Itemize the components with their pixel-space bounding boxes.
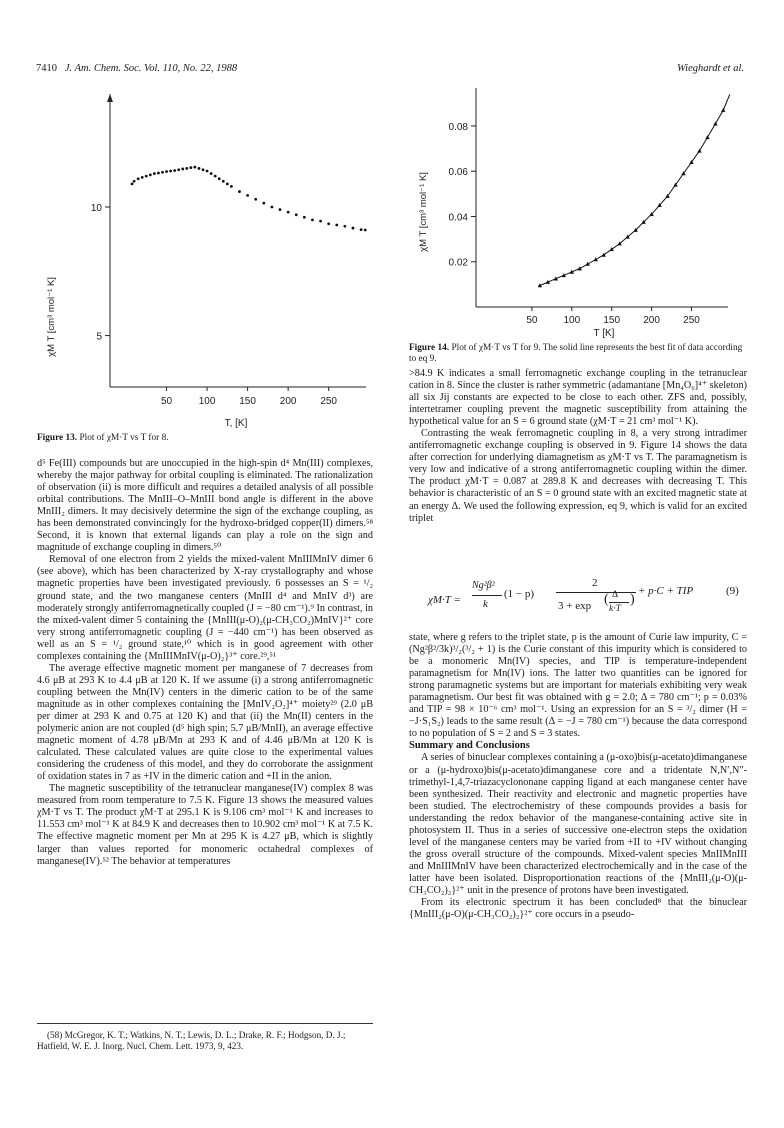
eq-middle: (1 − p) bbox=[504, 588, 535, 600]
fig13-data-point bbox=[173, 169, 176, 172]
section-heading: Summary and Conclusions bbox=[409, 740, 530, 752]
fig13-data-point bbox=[210, 172, 213, 175]
left-para-3: The average effective magnetic moment per manganese of 7 decreases from 4.6 μB at 293 K to 4.4 μB at 120 K. If we assume (i) a strong antiferromagnetic coupling between the Mn(IV) centers in the dimeric cation to be of the same magnitude as in other complexes containing the [MnIV₂O₂]⁴⁺ moiety²⁹ (2.0 μB per dimer at 293 K and 0.75 at 120 K) and that (ii) the Mn(II) centers in the polymeric anion are not coupled (d⁵ high spin; 5.7 μB/MnII), an average effective magnetic moment of 4.78 μB/Mn at 293 K and of 4.46 μB/Mn at 120 K is calculated. These calculated values are quite close to the experimental values considering the crudeness of this model, and they do corroborate the assignment of oxidation states in 7 as +IV in the dimeric cation and +II in the anion. bbox=[37, 662, 373, 783]
figure-14-caption-label: Figure 14. bbox=[409, 343, 450, 353]
fig14-xtick-label: 50 bbox=[526, 315, 538, 326]
right-para-5: From its electronic spectrum it has been concluded⁸ that the binuclear {MnIII₂(μ-O)(μ-CH₃CO₂)₂}²⁺ core occurs in a pseudo- bbox=[409, 897, 747, 921]
eq-kt: k·T bbox=[609, 604, 621, 614]
left-para-2: Removal of one electron from 2 yields the mixed-valent MnIIIMnIV dimer 6 (see above), which has been characterized by X-ray crystallography and whose magnetic properties have been investigated previously. 6 possesses an S = ¹/₂ ground state, and the two manganese centers (MnIII d⁴ and MnIV d³) are moderately strongly antiferromagnetically coupled (J = −80 cm⁻¹).⁹ In contrast, in the mixed-valent dimer 5 containing the {MnIII(μ-O)₂(μ-CH₃CO₂)MnIV}²⁺ core very strong antiferromagnetic coupling (J = −440 cm⁻¹) has been observed as well as an S = ¹/₂ ground state,¹⁰ which is in good agreement with other complexes containing the {MnIIIMnIV(μ-O)₂}³⁺ core.²⁹,⁵¹ bbox=[37, 554, 373, 662]
fig14-fit-line bbox=[540, 94, 730, 285]
fig14-ytick-label: 0.06 bbox=[448, 167, 468, 179]
fig13-data-point bbox=[352, 227, 355, 230]
eq-tail: + p·C + TIP bbox=[638, 585, 694, 597]
fig14-ylabel: χM T [cm³ mol⁻¹ K] bbox=[418, 172, 429, 252]
fig13-data-point bbox=[311, 218, 314, 221]
figure-13-caption-label: Figure 13. bbox=[37, 433, 78, 443]
eq-delta: Δ bbox=[612, 590, 619, 600]
fig13-data-point bbox=[327, 222, 330, 225]
fig13-data-point bbox=[230, 185, 233, 188]
journal-name: J. Am. Chem. Soc. bbox=[64, 63, 142, 74]
fig13-data-point bbox=[226, 182, 229, 185]
running-header-authors: Wieghardt et al. bbox=[677, 63, 744, 74]
fig13-data-point bbox=[145, 175, 148, 178]
fig14-ytick-label: 0.04 bbox=[448, 212, 468, 224]
fig13-data-point bbox=[238, 190, 241, 193]
fig13-data-point bbox=[202, 168, 205, 171]
fig14-xtick-label: 250 bbox=[683, 315, 700, 326]
figure-13-chart bbox=[36, 82, 372, 430]
fig13-data-point bbox=[287, 211, 290, 214]
figure-13-caption-text: Plot of χM·T vs T for 8. bbox=[79, 433, 169, 443]
right-column bbox=[409, 368, 747, 525]
running-header-left bbox=[36, 63, 237, 74]
fig13-data-point bbox=[206, 170, 209, 173]
fig13-data-point bbox=[153, 172, 156, 175]
fig13-data-point bbox=[254, 198, 257, 201]
fig13-xtick-label: 200 bbox=[279, 396, 297, 407]
fig13-data-point bbox=[303, 216, 306, 219]
fig13-data-point bbox=[141, 176, 144, 179]
fig14-data-point bbox=[697, 149, 701, 153]
page-number: 7410 bbox=[36, 63, 57, 74]
fig14-data-point bbox=[578, 266, 582, 270]
fig13-xtick-label: 100 bbox=[198, 396, 216, 407]
fig13-data-point bbox=[165, 170, 168, 173]
fig13-data-point bbox=[262, 202, 265, 205]
fig14-xlabel: T [K] bbox=[593, 328, 615, 339]
fig13-data-point bbox=[169, 170, 172, 173]
fig13-data-point bbox=[131, 182, 134, 185]
fig13-data-point bbox=[271, 206, 274, 209]
fig14-data-point bbox=[713, 121, 717, 125]
eq-frac-line-1 bbox=[472, 595, 502, 596]
fig14-xtick-label: 200 bbox=[643, 315, 660, 326]
equation-9: χM·T = Ng²β² k (1 − p) 2 3 + exp ( Δ k·T ) + p·C + TIP (9) bbox=[428, 577, 739, 614]
fig14-xtick-label: 150 bbox=[603, 315, 621, 326]
footnote-58: (58) McGregor, K. T.; Watkins, N. T.; Lewis, D. L.; Drake, R. F.; Hodgson, D. J.; Hatfield, W. E. J. Inorg. Nucl. Chem. Lett. 1973, 9, 423. bbox=[37, 1030, 346, 1051]
eq-lhs: χM·T = bbox=[428, 594, 461, 606]
fig14-ytick-label: 0.08 bbox=[448, 121, 468, 133]
fig13-ytick-label: 5 bbox=[96, 331, 102, 343]
fig13-xlabel: T, [K] bbox=[224, 418, 248, 429]
fig13-data-point bbox=[198, 167, 201, 170]
eq-den1: k bbox=[483, 598, 488, 610]
fig13-data-point bbox=[335, 224, 338, 227]
left-column bbox=[37, 458, 373, 868]
fig13-xtick-label: 250 bbox=[320, 396, 338, 407]
fig13-data-point bbox=[193, 166, 196, 169]
fig13-data-point bbox=[364, 229, 367, 232]
fig14-data-point bbox=[594, 257, 598, 261]
right-para-2: Contrasting the weak ferromagnetic coupling in 8, a very strong intradimer antiferromagnetic exchange coupling is observed in 9. Figure 14 shows the data after correction for underlying diamagnetism as χM·T vs T. The paramagnetism is very low and indicative of a strong antiferromagnetic coupling within the dimer. The product χM·T = 0.087 at 289.8 K and decreases with decreasing T. This behavior is characteristic of an S = 0 ground state with an excited magnetic state at an energy Δ. We used the following expression, eq 9, which is valid for an excited triplet bbox=[409, 428, 747, 524]
fig14-ytick-label: 0.02 bbox=[448, 257, 468, 269]
fig14-data-point bbox=[721, 108, 725, 112]
fig13-data-point bbox=[360, 228, 363, 231]
figure-14-chart bbox=[408, 82, 748, 340]
fig13-data-point bbox=[133, 180, 136, 183]
fig13-data-point bbox=[295, 213, 298, 216]
fig13-data-point bbox=[181, 168, 184, 171]
fig13-data-point bbox=[246, 194, 249, 197]
fig13-data-point bbox=[185, 167, 188, 170]
left-para-1: d⁵ Fe(III) compounds but are unoccupied in the high-spin d⁴ Mn(III) complexes, whereby the major pathway for orbital coupling is eliminated. The rationalization of observation (ii) is more difficult and requires a detailed analysis of all possible orbital contributions. The MnIII–O–MnIII bond angle is different in the above MnIII₂ dimers. It may decisively determine the sign of the exchange coupling, as has been demonstrated convincingly for the hydroxo-bridged copper(II) dimers.⁵⁸ Second, it is known that external ligands can play a role on the sign and magnitude of exchange coupling in dimers.⁵⁰ bbox=[37, 458, 373, 554]
eq-number: (9) bbox=[726, 585, 739, 597]
right-para-3: state, where g refers to the triplet state, p is the amount of Curie law impurity, C = (Ng²β²/3k)³/₂(³/₂ + 1) is the Curie constant of this impurity which is considered to be a monomeric Mn(IV) species, and TIP is temperature-independent paramagnetism for Mn(IV) ions. The latter two quantities can be ignored for strong paramagnetic systems but are important for materials exhibiting very weak paramagnetism. Our best fit was obtained with g = 2.0; Δ = 780 cm⁻¹; p = 0.03% and TIP = 98 × 10⁻⁶ cm³ mol⁻¹. Using an expression for an S = ³/₂ dimer (H = −J·S₁S₂) leads to the same result (Δ = −J = 780 cm⁻¹) because the data correspond to no population of S = 2 and S = 3 states. bbox=[409, 632, 747, 740]
figure-14-caption bbox=[409, 343, 747, 365]
eq-den2: 3 + exp bbox=[558, 600, 592, 612]
fig13-data-point bbox=[214, 175, 217, 178]
footnote-rule bbox=[37, 1023, 373, 1024]
right-column-continued bbox=[409, 632, 747, 921]
volume-info: Vol. 110, No. 22, 1988 bbox=[144, 63, 238, 74]
eq-frac-line-3 bbox=[609, 602, 629, 603]
fig13-data-point bbox=[222, 180, 225, 183]
fig13-data-point bbox=[149, 173, 152, 176]
fig13-data-point bbox=[343, 225, 346, 228]
eq-num1: Ng²β² bbox=[472, 580, 495, 591]
figure-13-caption bbox=[37, 433, 372, 444]
fig13-ylabel: χM T [cm³ mol⁻¹ K] bbox=[46, 277, 57, 357]
fig13-data-point bbox=[177, 168, 180, 171]
right-para-1: >84.9 K indicates a small ferromagnetic exchange coupling in the tetranuclear cation in 8. Since the cluster is rather symmetric (adamantane [Mn₄O₆]⁴⁺ skeleton) all six Jij constants are expected to be close to each other. ZFS and, possibly, intertetramer coupling prevent the magnetic susceptibility from attaining the hypothetical value for an S = 6 ground state (χM·T = 21 cm³ mol⁻¹ K). bbox=[409, 368, 747, 428]
right-para-4: A series of binuclear complexes containing a (μ-oxo)bis(μ-acetato)dimanganese or a (μ-hydroxo)bis(μ-acetato)dimanganese core and a tridentate N,N′,N″-trimethyl-1,4,7-triazacyclononane capping ligand at each manganese center have been synthesized. Their reactivity and electronic and magnetic properties have been studied. The electrochemistry of these compounds provides a basis for understanding the redox behavior of the manganese-containing active site in photosystem II. Thus in a series of successive one-electron steps the oxidation level of the manganese centers may be varied from +II to +IV without changing the gross overall structure of the compounds. Mixed-valent species MnIIMnIII and MnIIIMnIV have been characterized electrochemically and in the case of the latter have been isolated. Disproportionation reactions of the {MnIII₂(μ-O)(μ-CH₃CO₂)₂}²⁺ unit in the presence of protons have been investigated. bbox=[409, 752, 747, 896]
fig14-data-point bbox=[586, 262, 590, 266]
fig13-data-point bbox=[279, 208, 282, 211]
eq-frac-line-2 bbox=[556, 592, 636, 593]
fig13-ytick-label: 10 bbox=[90, 203, 102, 214]
fig13-data-point bbox=[319, 220, 322, 223]
fig13-data-point bbox=[161, 171, 164, 174]
fig13-data-point bbox=[157, 172, 160, 175]
figure-14-caption-text: Plot of χM·T vs T for 9. The solid line represents the best fit of data according to eq 9. bbox=[409, 343, 743, 364]
eq-num2: 2 bbox=[592, 577, 598, 589]
fig13-data-point bbox=[218, 177, 221, 180]
fig13-data-point bbox=[189, 166, 192, 169]
fig14-xtick-label: 100 bbox=[563, 315, 581, 326]
left-para-4: The magnetic susceptibility of the tetranuclear manganese(IV) complex 8 was measured from room temperature to 7.5 K. Figure 13 shows the measured values χM·T vs T. The product χM·T at 295.1 K is 9.106 cm³ mol⁻¹ K and increases to 11.553 cm³ mol⁻¹ K at 84.9 K and decreases then to 10.902 cm³ mol⁻¹ K at 7.5 K. The effective magnetic moment per Mn at 295 K is 4.27 μB, which is slightly larger than values reported for monomeric octahedral complexes of manganese(IV).⁵² The behavior at temperatures bbox=[37, 783, 373, 867]
fig13-y-arrow bbox=[107, 94, 113, 102]
fig13-xtick-label: 150 bbox=[239, 396, 256, 407]
fig13-xtick-label: 50 bbox=[160, 396, 173, 407]
fig13-data-point bbox=[137, 177, 140, 180]
